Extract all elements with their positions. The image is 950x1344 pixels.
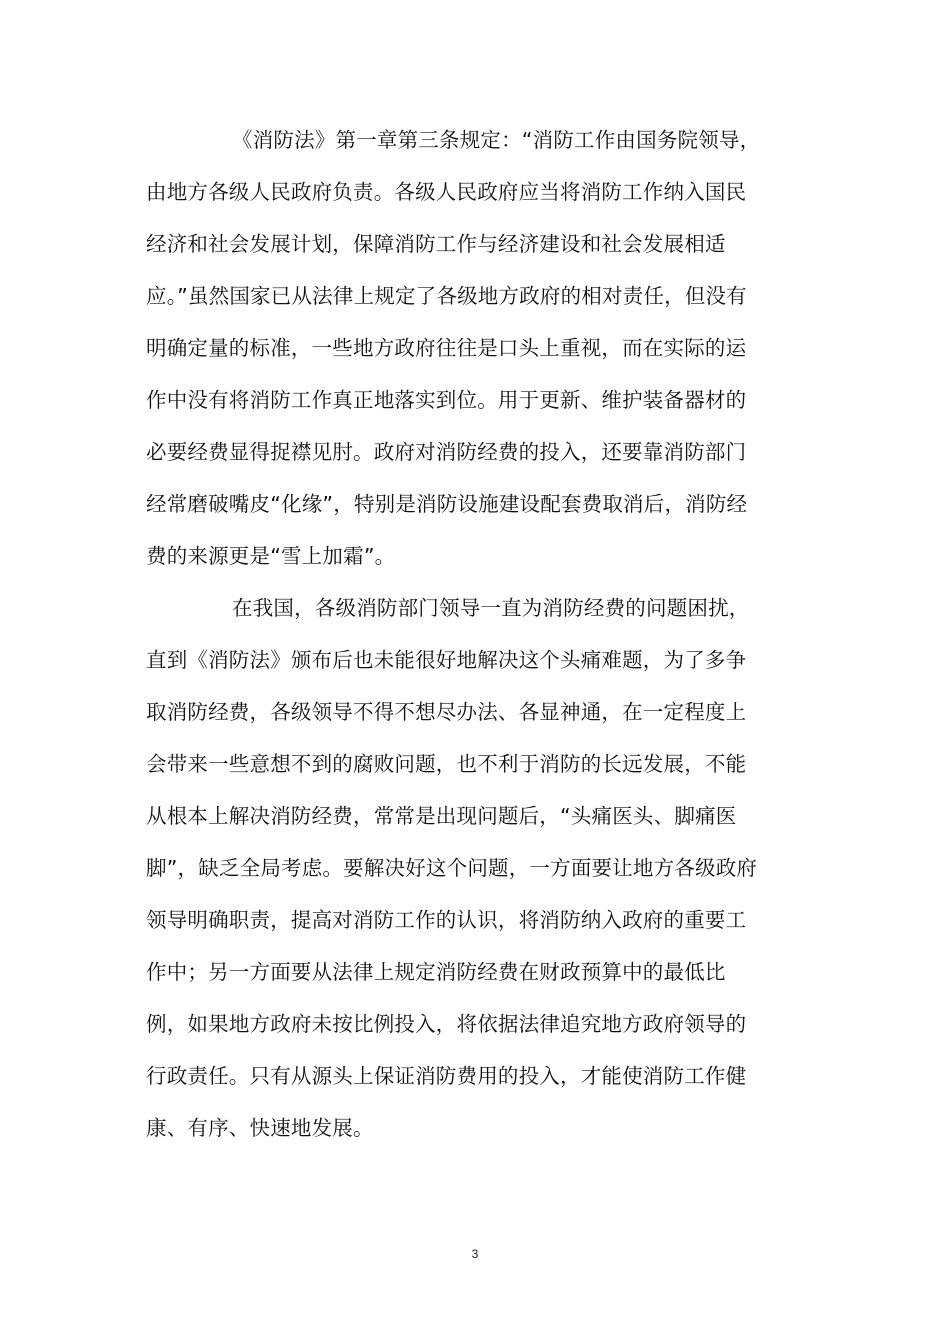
paragraph-line: 从根本上解决消防经费，常常是出现问题后，“头痛医头、脚痛医	[146, 804, 737, 828]
paragraph-line: 在我国，各级消防部门领导一直为消防经费的问题困扰，	[232, 596, 750, 620]
paragraph-line: 费的来源更是“雪上加霜”。	[146, 544, 396, 568]
paragraph-1	[146, 114, 816, 582]
paragraph-line: 脚”，缺乏全局考虑。要解决好这个问题，一方面要让地方各级政府	[146, 856, 758, 880]
paragraph-line: 行政责任。只有从源头上保证消防费用的投入，才能使消防工作健	[146, 1064, 747, 1088]
paragraph-line: 明确定量的标准，一些地方政府往往是口头上重视，而在实际的运	[146, 336, 747, 360]
paragraph-line: 经常磨破嘴皮“化缘”，特别是消防设施建设配套费取消后，消防经	[146, 492, 748, 516]
paragraph-line: 领导明确职责，提高对消防工作的认识，将消防纳入政府的重要工	[146, 908, 747, 932]
paragraph-line: 由地方各级人民政府负责。各级人民政府应当将消防工作纳入国民	[146, 180, 747, 204]
paragraph-line: 《消防法》第一章第三条规定：“消防工作由国务院领导，	[232, 128, 761, 152]
paragraph-line: 例，如果地方政府未按比例投入，将依据法律追究地方政府领导的	[146, 1012, 747, 1036]
document-body	[146, 114, 816, 1154]
paragraph-line: 经济和社会发展计划，保障消防工作与经济建设和社会发展相适	[146, 232, 726, 256]
paragraph-2	[146, 582, 816, 1154]
paragraph-line: 康、有序、快速地发展。	[146, 1116, 374, 1140]
paragraph-line: 必要经费显得捉襟见肘。政府对消防经费的投入，还要靠消防部门	[146, 440, 747, 464]
paragraph-line: 取消防经费，各级领导不得不想尽办法、各显神通，在一定程度上	[146, 700, 747, 724]
paragraph-line: 应。”虽然国家已从法律上规定了各级地方政府的相对责任，但没有	[146, 284, 747, 308]
page-number: 3	[471, 1247, 479, 1261]
paragraph-line: 直到《消防法》颁布后也未能很好地解决这个头痛难题，为了多争	[146, 648, 747, 672]
paragraph-line: 会带来一些意想不到的腐败问题，也不利于消防的长远发展，不能	[146, 752, 747, 776]
paragraph-line: 作中没有将消防工作真正地落实到位。用于更新、维护装备器材的	[146, 388, 747, 412]
paragraph-line: 作中；另一方面要从法律上规定消防经费在财政预算中的最低比	[146, 960, 726, 984]
